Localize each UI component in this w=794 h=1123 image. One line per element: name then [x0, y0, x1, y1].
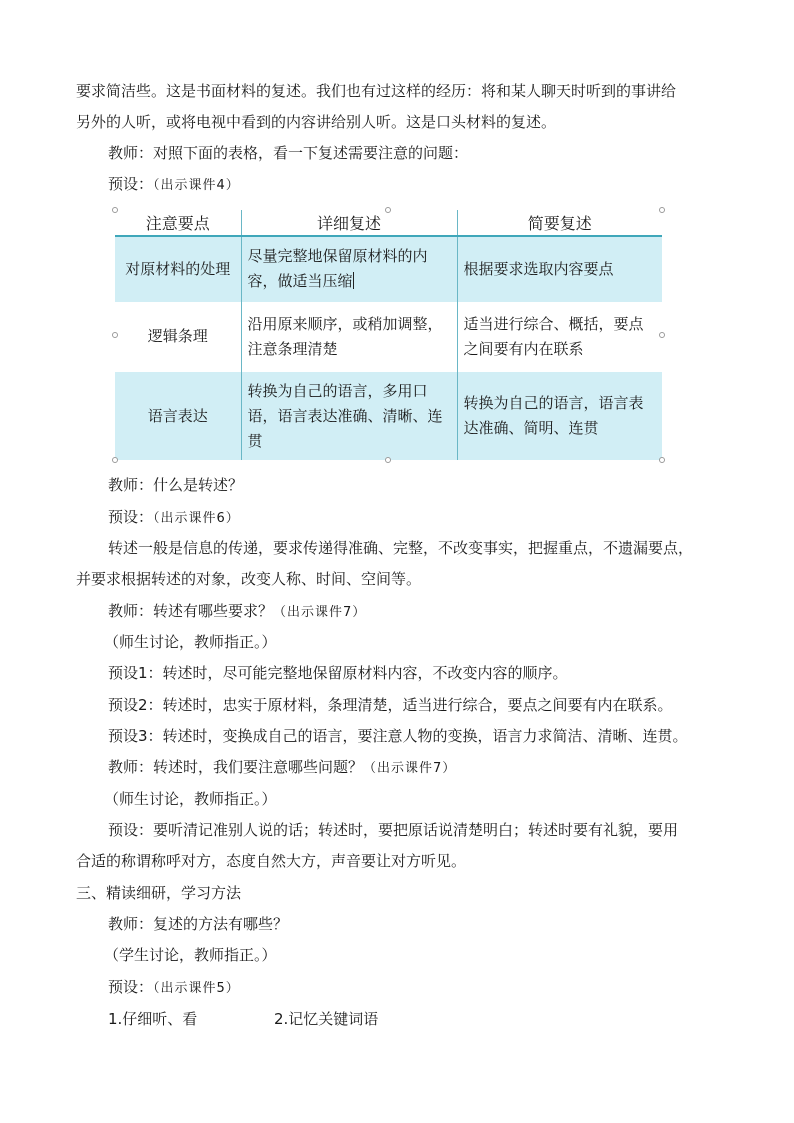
table-cell-detailed: 沿用原来顺序，或稍加调整，注意条理清楚 [241, 302, 457, 371]
paragraph: （学生讨论，教师指正。） [104, 946, 277, 964]
resize-handle[interactable] [659, 207, 665, 213]
method-item: 2.记忆关键词语 [274, 1010, 379, 1028]
paragraph: 预设1：转述时，尽可能完整地保留原材料内容，不改变内容的顺序。 [108, 664, 568, 682]
resize-handle[interactable] [112, 332, 118, 338]
table-cell-brief: 转换为自己的语言，语言表达准确、简明、连贯 [457, 372, 662, 460]
paragraph: 转述一般是信息的传递，要求传递得准确、完整，不改变事实，把握重点，不遗漏要点， [108, 539, 694, 557]
slide-note: （出示课件4） [153, 178, 240, 193]
paragraph [108, 502, 758, 534]
text-cursor [353, 272, 354, 289]
paragraph: 教师：什么是转述？ [108, 476, 244, 494]
slide-note: （出示课件5） [153, 981, 240, 996]
table-header-row [115, 210, 662, 236]
table-cell-point: 逻辑条理 [115, 302, 241, 371]
slide-note: （出示课件6） [153, 511, 240, 526]
paragraph: 并要求根据转述的对象，改变人称、时间、空间等。 [76, 570, 422, 588]
resize-handle[interactable] [385, 207, 391, 213]
slide-note: （出示课件7） [363, 761, 457, 776]
paragraph: 预设2：转述时，忠实于原材料，条理清楚，适当进行综合，要点之间要有内在联系。 [108, 696, 673, 714]
table-row [115, 372, 662, 460]
paragraph: 要求简洁些。这是书面材料的复述。我们也有过这样的经历：将和某人聊天时听到的事讲给 [76, 82, 677, 100]
table-cell-detailed: 转换为自己的语言，多用口语，语言表达准确、清晰、连贯 [241, 372, 457, 460]
paragraph: （师生讨论，教师指正。） [104, 790, 277, 808]
paragraph: 合适的称谓称呼对方，态度自然大方，声音要让对方听见。 [76, 852, 467, 870]
paragraph: 教师：复述的方法有哪些？ [108, 915, 289, 933]
table-row [115, 302, 662, 371]
paragraph: 预设3：转述时，变换成自己的语言，要注意人物的变换，语言力求简洁、清晰、连贯。 [108, 727, 688, 745]
paragraph [108, 596, 758, 628]
table-cell-detailed[interactable] [241, 236, 457, 302]
resize-handle[interactable] [112, 457, 118, 463]
table-row [115, 236, 662, 302]
resize-handle[interactable] [659, 332, 665, 338]
paragraph [108, 972, 758, 1004]
teacher-question: 教师：转述时，我们要注意哪些问题？ [108, 758, 364, 776]
cell-text: 尽量完整地保留原材料的内容，做适当压缩 [247, 247, 428, 291]
table-cell-point: 语言表达 [115, 372, 241, 460]
resize-handle[interactable] [659, 457, 665, 463]
paragraph [108, 169, 758, 201]
preset-label: 预设： [108, 978, 154, 996]
paragraph: 教师：对照下面的表格，看一下复述需要注意的问题： [108, 144, 469, 162]
preset-label: 预设： [108, 508, 154, 526]
review-comparison-table-container[interactable] [115, 210, 662, 460]
paragraph: （师生讨论，教师指正。） [104, 633, 277, 651]
teacher-question: 教师：转述有哪些要求？ [108, 602, 274, 620]
paragraph: 另外的人听，或将电视中看到的内容讲给别人听。这是口头材料的复述。 [76, 113, 557, 131]
preset-label: 预设： [108, 175, 154, 193]
section-heading: 三、精读细研，学习方法 [76, 884, 242, 902]
table-header-cell: 详细复述 [241, 210, 457, 236]
table-cell-point: 对原材料的处理 [115, 236, 241, 302]
table-cell-brief: 根据要求选取内容要点 [457, 236, 662, 302]
resize-handle[interactable] [112, 207, 118, 213]
paragraph [108, 752, 758, 784]
table-cell-brief: 适当进行综合、概括，要点之间要有内在联系 [457, 302, 662, 371]
slide-note: （出示课件7） [273, 605, 367, 620]
method-list [108, 1004, 758, 1035]
method-item: 1.仔细听、看 [108, 1010, 198, 1028]
table-header-cell: 简要复述 [457, 210, 662, 236]
table-header-cell: 注意要点 [115, 210, 241, 236]
paragraph: 预设：要听清记准别人说的话；转述时，要把原话说清楚明白；转述时要有礼貌，要用 [108, 821, 679, 839]
resize-handle[interactable] [385, 457, 391, 463]
review-comparison-table [115, 210, 662, 460]
